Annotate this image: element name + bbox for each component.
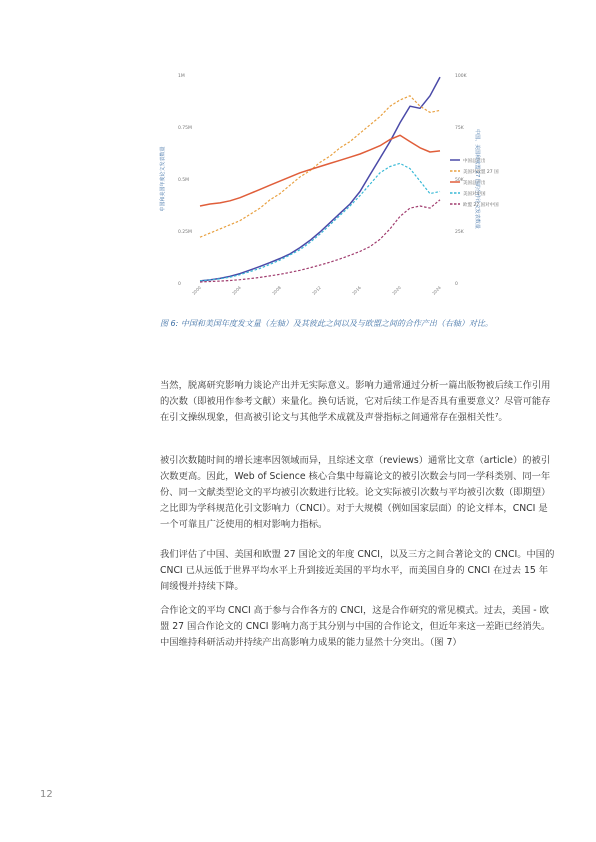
page-number: 12 <box>40 789 53 800</box>
series-line <box>200 77 440 281</box>
x-tick-label: 2024 <box>431 284 442 296</box>
paragraph-3: 我们评估了中国、美国和欧盟 27 国论文的年度 CNCI，以及三方之间合著论文的 CNCI。中国的 CNCI 已从远低于世界平均水平上升到接近美国的平均水平，而美国自身的 CNCI 在过去 15 年间缓慢并持续下降。 <box>160 549 555 592</box>
y-left-tick-label: 0.25M <box>178 230 192 235</box>
legend-label: 中国总产出 <box>463 159 486 164</box>
x-tick-label: 2008 <box>271 284 282 296</box>
y-right-tick-label: 0 <box>455 282 458 287</box>
paragraph-4: 合作论文的平均 CNCI 高于参与合作各方的 CNCI，这是合作研究的常见模式。过去，美国 - 欧盟 27 国合作论文的 CNCI 影响力高于其分别与中国的合作论文，但近年来这一差距已经消失。中国维持科研活动并持续产出高影响力成果的能力显然十分突出。（图 7） <box>160 605 551 648</box>
legend-label: 美国总产出 <box>463 181 486 186</box>
y-left-tick-label: 0 <box>178 282 181 287</box>
series-line <box>200 200 440 282</box>
y-right-tick-label: 75K <box>455 126 464 131</box>
x-tick-label: 2000 <box>191 284 202 296</box>
x-tick-label: 2020 <box>391 284 402 296</box>
x-tick-label: 2012 <box>311 284 322 296</box>
y-left-tick-label: 0.5M <box>178 178 190 183</box>
series-line <box>200 135 440 206</box>
paragraph-2: 被引次数随时间的增长速率因领域而异，且综述文章（reviews）通常比文章（article）的被引次数更高。因此，Web of Science 核心合集中每篇论文的被引次数会与同一学科类别、同一年份、同一文献类型论文的平均被引次数进行比较。论文实际被引次数与平均被引次数（即期望）之比即为学科规范化引文影响力（CNCI）。对于大规模（例如国家层面）的论文样本，CNCI 是一个可靠且广泛使用的相对影响力指标。 <box>160 455 551 530</box>
y-left-axis-label: 中国和美国年度论文发表数量 <box>160 146 166 212</box>
x-tick-label: 2016 <box>351 284 362 296</box>
line-chart <box>150 60 499 320</box>
y-left-tick-label: 0.75M <box>178 126 192 131</box>
legend-label: 美国对中国 <box>463 192 486 197</box>
figure-caption: 图 6: 中国和美国年度发文量（左轴）及其彼此之间以及与欧盟之间的合作产出（右轴）对比。 <box>160 319 493 328</box>
legend-label: 美国对欧盟 27 国 <box>463 170 499 175</box>
y-right-tick-label: 50K <box>455 178 464 183</box>
y-left-tick-label: 1M <box>178 74 185 79</box>
y-right-tick-label: 100K <box>455 74 467 79</box>
x-tick-label: 2004 <box>231 284 242 296</box>
y-right-tick-label: 25K <box>455 230 464 235</box>
figure-chart <box>150 60 499 320</box>
legend-label: 欧盟 27 国对中国 <box>463 203 499 208</box>
y-right-axis-label: 中国、美国和欧盟 27 国的合作论文发表数量 <box>474 129 480 229</box>
paragraph-1: 当然，脱离研究影响力谈论产出并无实际意义。影响力通常通过分析一篇出版物被后续工作引用的次数（即被用作参考文献）来量化。换句话说，它对后续工作是否具有重要意义？尽管可能存在引文操纵现象，但高被引论文与其他学术成就及声誉指标之间通常存在强相关性⁷。 <box>160 380 551 423</box>
